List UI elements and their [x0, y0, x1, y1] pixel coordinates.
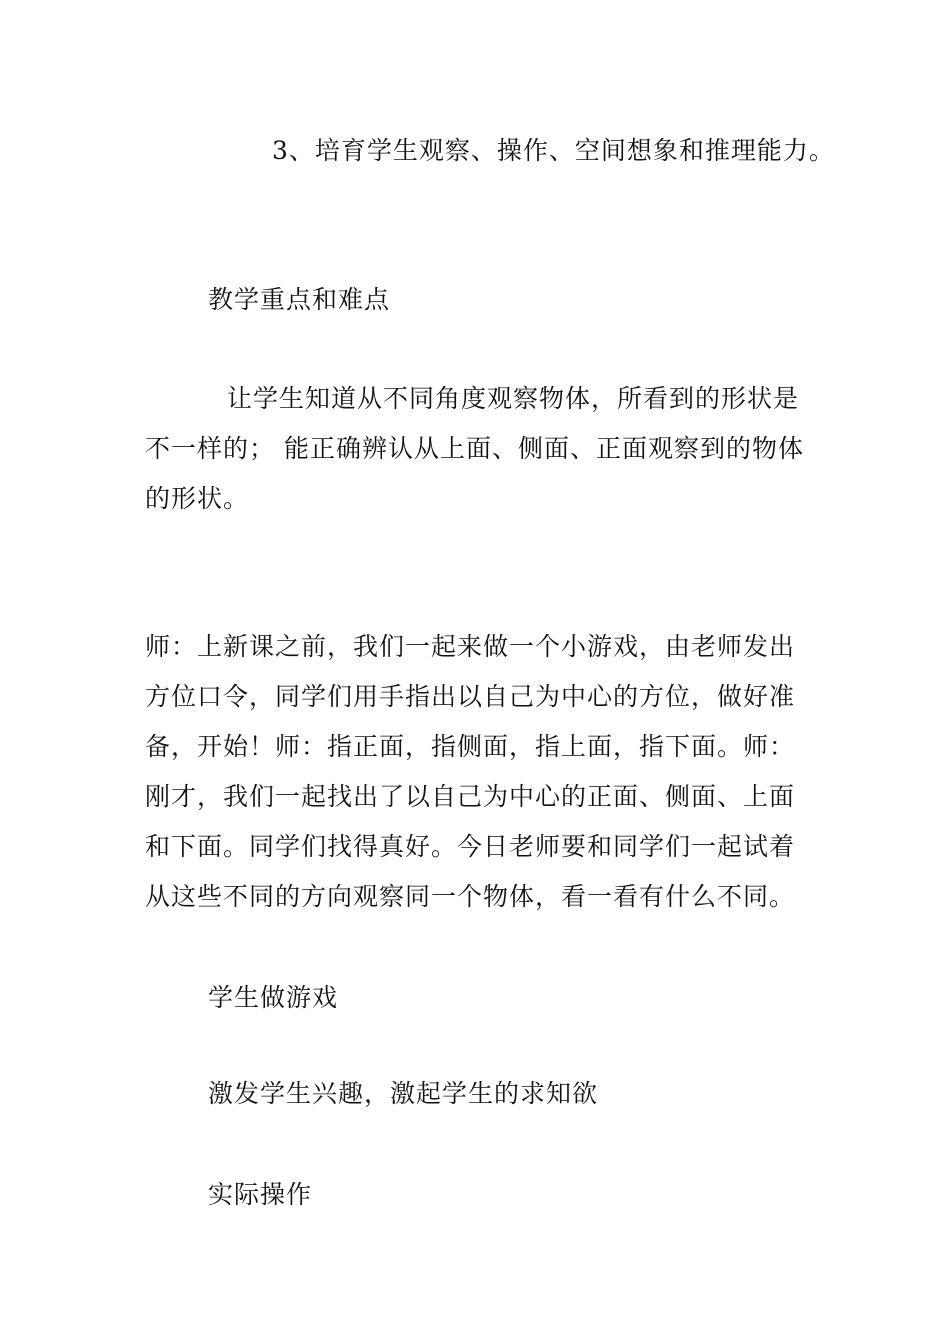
- key-points-line-1: 让学生知道从不同角度观察物体，所看到的形状是: [227, 384, 800, 413]
- section-heading-key-points: 教学重点和难点: [208, 285, 391, 314]
- key-points-paragraph: [145, 374, 815, 524]
- teacher-line-5: 和下面。同学们找得真好。今日老师要和同学们一起试着: [145, 832, 796, 861]
- student-activity: 学生做游戏: [208, 983, 339, 1012]
- key-points-line-2: 不一样的； 能正确辨认从上面、侧面、正面观察到的物体: [145, 434, 804, 463]
- activity-purpose: 激发学生兴趣，激起学生的求知欲: [208, 1079, 599, 1108]
- objective-3: 3、培育学生观察、操作、空间想象和推理能力。: [272, 136, 835, 165]
- teacher-line-4: 刚才，我们一起找出了以自己为中心的正面、侧面、上面: [145, 782, 796, 811]
- teacher-line-2: 方位口令，同学们用手指出以自己为中心的方位，做好准: [145, 682, 796, 711]
- teacher-line-1: 师：上新课之前，我们一起来做一个小游戏，由老师发出: [145, 632, 796, 661]
- key-points-line-3: 的形状。: [145, 484, 250, 513]
- practice-heading: 实际操作: [208, 1180, 313, 1209]
- teacher-dialogue-paragraph: [145, 622, 815, 922]
- teacher-line-3: 备，开始！师：指正面，指侧面，指上面，指下面。师：: [145, 732, 796, 761]
- teacher-line-6: 从这些不同的方向观察同一个物体，看一看有什么不同。: [145, 882, 796, 911]
